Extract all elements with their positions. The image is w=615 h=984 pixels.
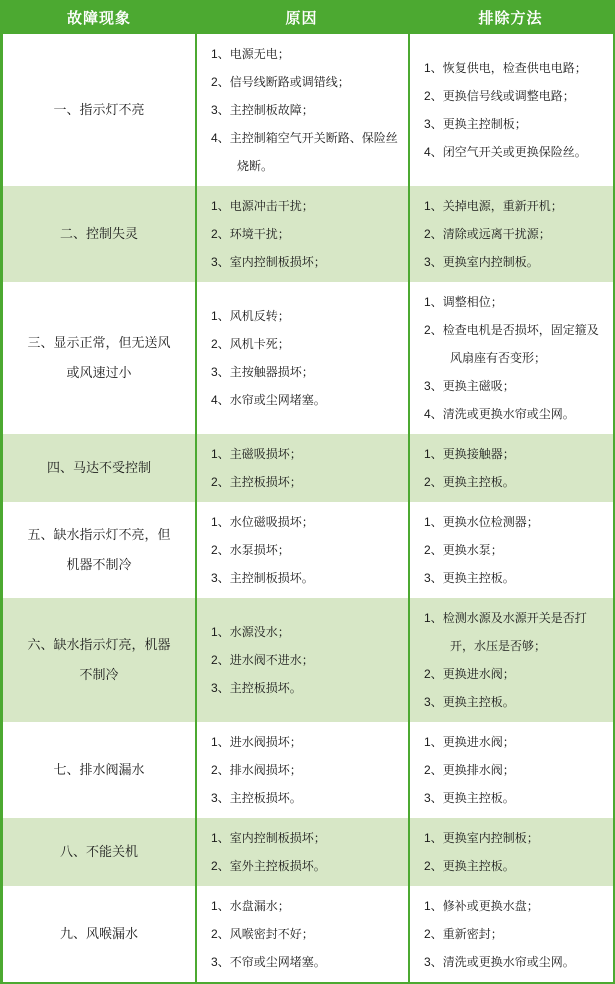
header-cause: 原因 [285,9,318,27]
item-number: 1、 [211,47,230,61]
item-number: 3、 [424,255,443,269]
table-row [3,886,613,982]
table-row [3,434,613,502]
list-item [211,728,398,756]
list-item [424,288,599,316]
fault-phenomenon-cell: 七、排水阀漏水 [53,762,145,777]
remedy-cell [408,282,613,434]
item-number: 3、 [424,571,443,585]
list-item [424,248,599,276]
item-number: 1、 [424,735,443,749]
fault-phenomenon-cell: 八、不能关机 [59,844,138,859]
item-number: 2、 [211,337,230,351]
item-text: 更换信号线或调整电路； [442,89,575,103]
item-text: 电源无电； [229,47,290,61]
cause-cell [195,818,408,886]
list-item [211,646,398,674]
item-number: 2、 [211,763,230,777]
list-item [424,192,599,220]
item-text: 修补或更换水盘； [442,899,539,913]
fault-phenomenon-cell: 二、控制失灵 [59,226,138,241]
item-text: 进水阀损坏； [229,735,302,749]
cause-cell [195,434,408,502]
item-number: 2、 [424,323,443,337]
list-item [211,302,398,330]
item-text: 水位磁吸损坏； [229,515,314,529]
list-item [424,756,599,784]
item-number: 1、 [424,199,443,213]
item-number: 2、 [211,653,230,667]
remedy-cell [408,34,613,186]
item-text: 水帘或尘网堵塞。 [229,393,326,407]
item-text: 室内控制板损坏； [229,255,326,269]
item-number: 2、 [211,75,230,89]
item-text: 更换主控板。 [442,475,515,489]
item-number: 3、 [424,791,443,805]
item-number: 1、 [211,899,230,913]
list-item [424,824,599,852]
item-text: 进水阀不进水； [229,653,314,667]
list-item [211,756,398,784]
item-number: 2、 [424,543,443,557]
list-item [424,138,599,166]
table-row [3,282,613,434]
item-text: 更换进水阀； [442,735,515,749]
item-number: 2、 [211,475,230,489]
list-item [211,920,398,948]
item-text: 清洗或更换水帘或尘网。 [442,955,575,969]
item-number: 3、 [424,379,443,393]
item-text: 室外主控板损坏。 [229,859,326,873]
list-item [424,110,599,138]
item-text: 清洗或更换水帘或尘网。 [442,407,575,421]
item-number: 3、 [211,255,230,269]
item-text: 检查电机是否损坏，固定箍及风扇座有否变形； [442,323,599,365]
item-text: 主控板损坏； [229,475,302,489]
header-remedy: 排除方法 [478,9,543,27]
item-text: 风机卡死； [229,337,290,351]
item-number: 3、 [211,791,230,805]
list-item [211,248,398,276]
header-fault-phenomenon: 故障现象 [66,9,131,27]
list-item [424,536,599,564]
list-item [424,604,599,660]
item-text: 恢复供电，检查供电电路； [442,61,587,75]
list-item [211,564,398,592]
fault-phenomenon-cell: 三、显示正常，但无送风或风速过小 [27,335,171,380]
list-item [211,358,398,386]
item-number: 3、 [424,117,443,131]
list-item [424,852,599,880]
item-number: 1、 [211,515,230,529]
item-text: 室内控制板损坏； [229,831,326,845]
list-item [424,784,599,812]
list-item [211,68,398,96]
item-text: 更换室内控制板； [442,831,539,845]
list-item [424,688,599,716]
list-item [211,440,398,468]
list-item [424,660,599,688]
list-item [424,220,599,248]
list-item [424,54,599,82]
cause-cell [195,502,408,598]
list-item [211,536,398,564]
fault-phenomenon-cell: 五、缺水指示灯不亮，但机器不制冷 [27,527,171,572]
list-item [424,948,599,976]
item-number: 3、 [211,365,230,379]
item-number: 1、 [424,611,443,625]
table-body [3,34,613,982]
cause-cell [195,186,408,282]
item-text: 更换主控板。 [442,571,515,585]
list-item [211,508,398,536]
remedy-cell [408,502,613,598]
list-item [424,440,599,468]
list-item [424,468,599,496]
item-number: 3、 [211,955,230,969]
list-item [211,824,398,852]
item-number: 3、 [424,695,443,709]
item-number: 2、 [211,859,230,873]
table-row [3,722,613,818]
list-item [424,82,599,110]
item-text: 主控板损坏。 [229,681,302,695]
list-item [211,948,398,976]
list-item [211,468,398,496]
remedy-cell [408,186,613,282]
item-text: 主控制板故障； [229,103,314,117]
remedy-cell [408,434,613,502]
item-number: 2、 [424,763,443,777]
item-text: 主按触器损坏； [229,365,314,379]
item-number: 1、 [211,309,230,323]
item-number: 3、 [211,103,230,117]
table-row [3,34,613,186]
item-number: 4、 [424,407,443,421]
cause-cell [195,598,408,722]
list-item [211,192,398,220]
item-number: 4、 [424,145,443,159]
item-number: 2、 [424,227,443,241]
item-text: 主控制箱空气开关断路、保险丝烧断。 [229,131,398,173]
item-number: 1、 [211,625,230,639]
item-number: 1、 [424,515,443,529]
item-text: 主磁吸损坏； [229,447,302,461]
item-text: 更换主控板。 [442,695,515,709]
item-text: 水泵损坏； [229,543,290,557]
item-number: 2、 [424,475,443,489]
item-number: 2、 [211,927,230,941]
item-text: 清除或远离干扰源； [442,227,551,241]
item-text: 主控制板损坏。 [229,571,314,585]
remedy-cell [408,818,613,886]
item-text: 重新密封； [442,927,503,941]
item-number: 1、 [424,899,443,913]
item-number: 1、 [424,61,443,75]
item-text: 闭空气开关或更换保险丝。 [442,145,587,159]
item-text: 电源冲击干扰； [229,199,314,213]
item-text: 排水阀损坏； [229,763,302,777]
item-number: 2、 [211,543,230,557]
item-text: 不帘或尘网堵塞。 [229,955,326,969]
item-number: 1、 [424,295,443,309]
item-text: 检测水源及水源开关是否打开，水压是否够； [442,611,587,653]
item-text: 风喉密封不好； [229,927,314,941]
list-item [211,330,398,358]
list-item [424,564,599,592]
item-number: 4、 [211,393,230,407]
item-text: 环境干扰； [229,227,290,241]
item-number: 1、 [211,199,230,213]
item-text: 调整相位； [442,295,503,309]
table-row [3,186,613,282]
item-text: 更换进水阀； [442,667,515,681]
remedy-cell [408,598,613,722]
remedy-cell [408,886,613,982]
fault-phenomenon-cell: 一、指示灯不亮 [53,102,145,117]
item-number: 2、 [424,667,443,681]
item-number: 1、 [211,447,230,461]
list-item [424,400,599,428]
item-number: 4、 [211,131,230,145]
item-text: 信号线断路或调错线； [229,75,350,89]
fault-phenomenon-cell: 四、马达不受控制 [46,460,151,475]
item-text: 更换排水阀； [442,763,515,777]
item-number: 1、 [211,735,230,749]
table-row [3,502,613,598]
item-text: 更换主控板。 [442,859,515,873]
item-number: 2、 [424,859,443,873]
item-number: 3、 [211,681,230,695]
item-number: 3、 [211,571,230,585]
item-text: 更换主控板。 [442,791,515,805]
item-number: 1、 [211,831,230,845]
cause-cell [195,34,408,186]
fault-phenomenon-cell: 九、风喉漏水 [59,926,138,941]
item-text: 水盘漏水； [229,899,290,913]
item-text: 更换接触器； [442,447,515,461]
list-item [211,892,398,920]
item-text: 更换水泵； [442,543,503,557]
cause-cell [195,886,408,982]
list-item [424,892,599,920]
list-item [424,728,599,756]
item-number: 3、 [424,955,443,969]
list-item [211,618,398,646]
item-text: 风机反转； [229,309,290,323]
list-item [211,96,398,124]
item-text: 水源没水； [229,625,290,639]
item-text: 主控板损坏。 [229,791,302,805]
item-number: 1、 [424,447,443,461]
table-header-row [0,0,615,34]
item-number: 2、 [424,927,443,941]
table-row [3,818,613,886]
item-number: 2、 [424,89,443,103]
fault-phenomenon-cell: 六、缺水指示灯亮，机器不制冷 [27,637,171,682]
table-row [3,598,613,722]
list-item [211,386,398,414]
list-item [211,220,398,248]
cause-cell [195,282,408,434]
item-text: 更换室内控制板。 [442,255,539,269]
item-text: 更换水位检测器； [442,515,539,529]
list-item [211,852,398,880]
item-text: 更换主控制板； [442,117,527,131]
list-item [211,124,398,180]
list-item [424,508,599,536]
list-item [424,316,599,372]
remedy-cell [408,722,613,818]
item-number: 1、 [424,831,443,845]
list-item [424,372,599,400]
list-item [211,784,398,812]
cause-cell [195,722,408,818]
list-item [424,920,599,948]
item-number: 2、 [211,227,230,241]
item-text: 关掉电源，重新开机； [442,199,563,213]
item-text: 更换主磁吸； [442,379,515,393]
list-item [211,674,398,702]
list-item [211,40,398,68]
